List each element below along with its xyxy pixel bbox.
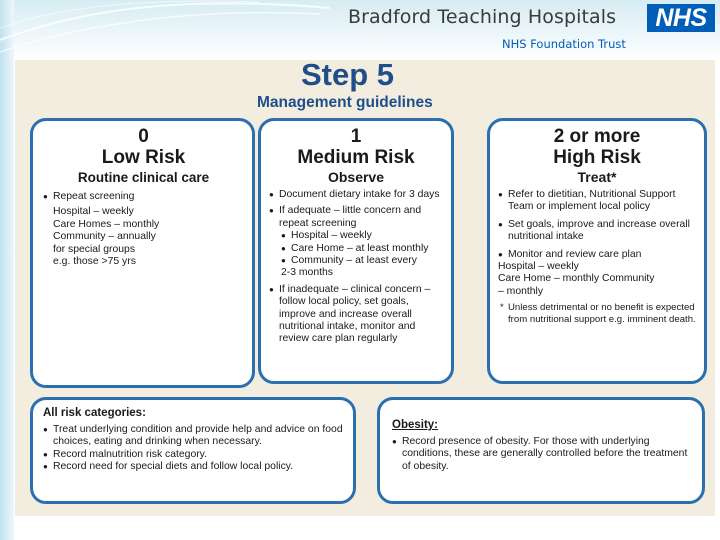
low-risk-action: Routine clinical care: [77, 170, 210, 185]
high-risk-line: Care Home – monthly Community: [498, 273, 655, 285]
high-risk-line: Hospital – weekly: [498, 261, 579, 273]
all-risk-title: All risk categories:: [43, 407, 146, 419]
high-risk-score: 2 or more: [553, 126, 641, 147]
medium-risk-subbullet: ● Care Home – at least monthly: [269, 243, 443, 255]
low-risk-line: for special groups: [53, 243, 136, 255]
medium-risk-bullet: ● Document dietary intake for 3 days: [269, 189, 443, 201]
obesity-title: Obesity:: [392, 419, 439, 431]
trust-name: NHS Foundation Trust: [502, 37, 626, 51]
medium-risk-score: 1: [350, 126, 362, 147]
low-risk-label: Low Risk: [101, 147, 186, 168]
all-risk-box: [30, 397, 356, 504]
low-risk-line: Care Homes – monthly: [53, 218, 160, 230]
high-risk-line: – monthly: [498, 285, 544, 297]
org-name: Bradford Teaching Hospitals: [348, 6, 617, 28]
high-risk-bullet: ● Monitor and review care plan: [498, 249, 696, 261]
medium-risk-subbullet-cont: 2-3 months: [281, 267, 333, 279]
high-risk-note: * Unless detrimental or no benefit is expected from nutritional support e.g. imminent death.: [498, 302, 696, 325]
medium-risk-bullet: ● If adequate – little concern and repeat screening: [269, 205, 443, 230]
high-risk-label: High Risk: [553, 147, 641, 168]
low-risk-line: Community – annually: [53, 231, 156, 243]
low-risk-line: e.g. those >75 yrs: [53, 256, 136, 268]
medium-risk-bullet: ● If inadequate – clinical concern – follow local policy, set goals, improve and increase overall nutritional intake, monitor and review care plan regularly: [269, 284, 443, 346]
all-risk-bullet: ● Record malnutrition risk category.: [43, 449, 343, 461]
high-risk-action: Treat*: [577, 169, 617, 185]
high-risk-bullet: ● Refer to dietitian, Nutritional Support Team or implement local policy: [498, 189, 696, 214]
all-risk-bullet: ● Record need for special diets and follow local policy.: [43, 461, 343, 473]
medium-risk-subbullet: ● Community – at least every: [269, 255, 443, 267]
low-risk-score: 0: [138, 126, 149, 147]
low-risk-line: Hospital – weekly: [53, 206, 134, 218]
high-risk-bullet: ● Set goals, improve and increase overall nutritional intake: [498, 219, 696, 244]
medium-risk-subbullet: ● Hospital – weekly: [269, 230, 443, 242]
slide-swirl-decoration: [0, 0, 330, 60]
medium-risk-action: Observe: [327, 169, 385, 185]
step-title: Step 5: [301, 57, 395, 92]
slide-left-gradient: [0, 0, 14, 540]
nhs-logo: NHS: [647, 4, 715, 32]
medium-risk-card: [258, 118, 454, 384]
all-risk-bullet: ● Treat underlying condition and provide help and advice on food choices, eating and drinking when necessary.: [43, 424, 343, 449]
low-risk-bullet: ● Repeat screening: [43, 191, 244, 203]
obesity-bullet: ● Record presence of obesity. For those with underlying conditions, these are generally controlled before the treatment of obesity.: [392, 436, 690, 473]
high-risk-card: [487, 118, 707, 384]
obesity-box: [377, 397, 705, 504]
step-subtitle: Management guidelines: [257, 94, 433, 111]
low-risk-card: [30, 118, 255, 388]
medium-risk-label: Medium Risk: [297, 147, 415, 168]
